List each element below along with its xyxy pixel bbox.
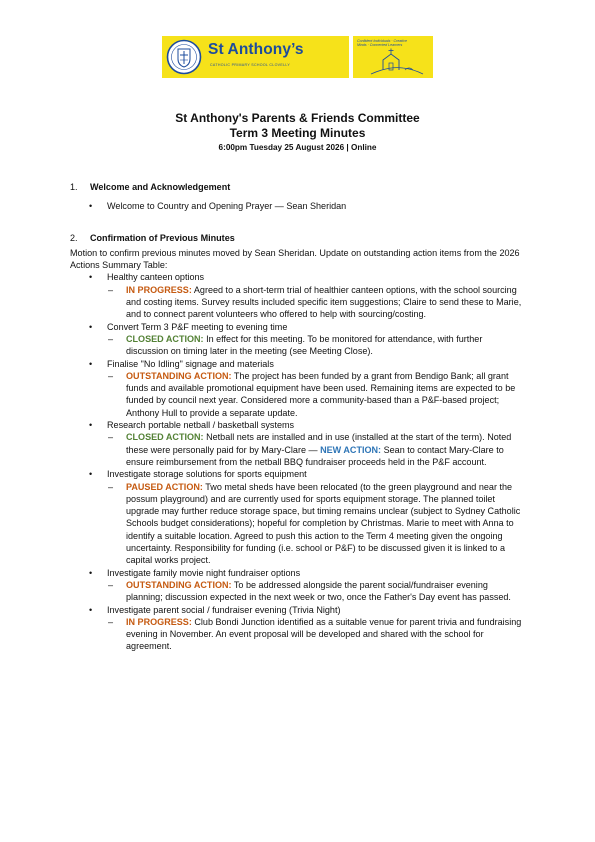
bullet-icon: • xyxy=(89,420,93,431)
bullet-icon: • xyxy=(89,567,93,578)
school-crest-icon xyxy=(166,39,204,75)
minutes-body xyxy=(70,181,525,653)
list-item-text: Research portable netball / basketball systems xyxy=(107,420,295,431)
status-label: IN PROGRESS: xyxy=(126,616,192,627)
list-item-text: Convert Term 3 P&F meeting to evening time xyxy=(107,321,288,332)
section-number: 2. xyxy=(70,232,78,243)
status-label: CLOSED ACTION: xyxy=(126,432,204,443)
list-item-text: Investigate storage solutions for sports equipment xyxy=(107,469,307,480)
section-number: 1. xyxy=(70,182,78,192)
dash-icon: – xyxy=(108,432,114,443)
bullet-icon: • xyxy=(89,201,93,212)
section-title: Welcome and Acknowledgement xyxy=(90,182,231,192)
action-note xyxy=(70,579,525,604)
list-item-text: Investigate family movie night fundraiser options xyxy=(107,567,301,578)
dash-icon: – xyxy=(108,579,114,590)
new-action-detail: Sean to contact Mary-Clare to ensure reimbursement from the netball BBQ fundraiser proceeds held in the P&F account. xyxy=(126,444,504,467)
status-label: IN PROGRESS: xyxy=(126,284,192,295)
action-note xyxy=(70,616,525,653)
action-detail: In effect for this meeting. To be monitored for attendance, with further discussion on timing later in the meeting (see Meeting Close). xyxy=(126,333,483,357)
dash-icon: – xyxy=(108,616,114,627)
status-label: CLOSED ACTION: xyxy=(126,333,204,344)
school-name: St Anthony’s xyxy=(208,41,304,58)
status-label: PAUSED ACTION: xyxy=(126,481,203,492)
section-title: Confirmation of Previous Minutes xyxy=(90,232,235,243)
action-note xyxy=(70,431,525,468)
bullet-icon: • xyxy=(89,321,93,332)
list-item-text: Finalise "No Idling" signage and materials xyxy=(107,358,274,369)
school-subtitle: CATHOLIC PRIMARY SCHOOL CLOVELLY xyxy=(210,63,291,67)
section-intro: Motion to confirm previous minutes moved by Sean Sheridan. Update on outstanding action items from the 2026 Actions Summary Table: xyxy=(70,247,520,271)
new-action-label: NEW ACTION: xyxy=(320,444,382,455)
action-detail: Agreed to a short-term trial of healthier canteen options, with the school sourcing and costing items. Survey results included specific item suggestions; Claire to send these to Marie, and to connect parent volunteers who offered to help with sourcing/costing. xyxy=(126,284,522,320)
action-note xyxy=(70,284,525,321)
action-detail: Netball nets are installed and in use (installed at the start of the term). Noted these were personally paid for by Mary-Clare — xyxy=(126,432,512,455)
action-detail: To be addressed alongside the parent social/fundraiser evening planning; discussion expected in the next week or two, once the Father's Day event has passed. xyxy=(126,579,511,603)
school-logo-banner xyxy=(162,36,349,78)
list-item xyxy=(70,358,525,370)
action-note xyxy=(70,333,525,358)
status-label: OUTSTANDING ACTION: xyxy=(126,370,232,381)
list-item xyxy=(70,271,525,283)
church-illustration-icon xyxy=(361,48,429,78)
list-item xyxy=(70,321,525,333)
action-note xyxy=(70,481,525,567)
meeting-details: 6:00pm Tuesday 25 August 2026 | Online xyxy=(218,143,377,152)
list-item xyxy=(70,468,525,480)
bullet-icon: • xyxy=(89,604,93,615)
bullet-icon: • xyxy=(89,272,93,283)
dash-icon: – xyxy=(108,370,114,381)
list-item-text: Welcome to Country and Opening Prayer — Sean Sheridan xyxy=(107,201,347,212)
section-heading xyxy=(70,232,525,244)
section-heading xyxy=(70,181,525,193)
school-tagline: Confident Individuals · Creative Minds · Connected Learners xyxy=(357,39,407,48)
action-detail: Two metal sheds have been relocated (to the green playground and near the possum playground) and are currently used for sports equipment storage. The planned toilet upgrade may further reduce storage space, but timing remains unclear (subject to Sydney Catholic Schools budget considerations); hopeful for completion by Christmas. Marie to meet with Anna to identify a suitable location. Agreed to push this action to the Term 4 meeting given the ongoing uncertainty. Responsibility for funding (i.e. school or P&F) to be discussed given it is linked to a capital works project. xyxy=(126,481,521,566)
dash-icon: – xyxy=(108,284,114,295)
list-item-text: Investigate parent social / fundraiser evening (Trivia Night) xyxy=(107,604,341,615)
dash-icon: – xyxy=(108,333,114,344)
list-item xyxy=(70,419,525,431)
list-item xyxy=(70,567,525,579)
action-detail: Club Bondi Junction identified as a suitable venue for parent trivia and fundraising evening in November. An event proposal will be developed and shared with the school for agreement. xyxy=(126,616,522,652)
school-tagline-panel xyxy=(353,36,433,78)
action-detail: The project has been funded by a grant from Bendigo Bank; all grant funds and available promotional equipment have been used. Remaining items are expected to be funded by council next year. Considered more a community-based than a P&F-based project; Anthony Hull to provide a separate update. xyxy=(126,370,516,418)
status-label: OUTSTANDING ACTION: xyxy=(126,579,232,590)
list-item-text: Healthy canteen options xyxy=(107,272,205,283)
dash-icon: – xyxy=(108,481,114,492)
action-note xyxy=(70,370,525,419)
list-item xyxy=(70,604,525,616)
bullet-icon: • xyxy=(89,358,93,369)
document-subtitle: Term 3 Meeting Minutes xyxy=(229,126,366,140)
document-title: St Anthony's Parents & Friends Committee xyxy=(175,111,420,125)
bullet-icon: • xyxy=(89,469,93,480)
list-item xyxy=(70,200,525,212)
